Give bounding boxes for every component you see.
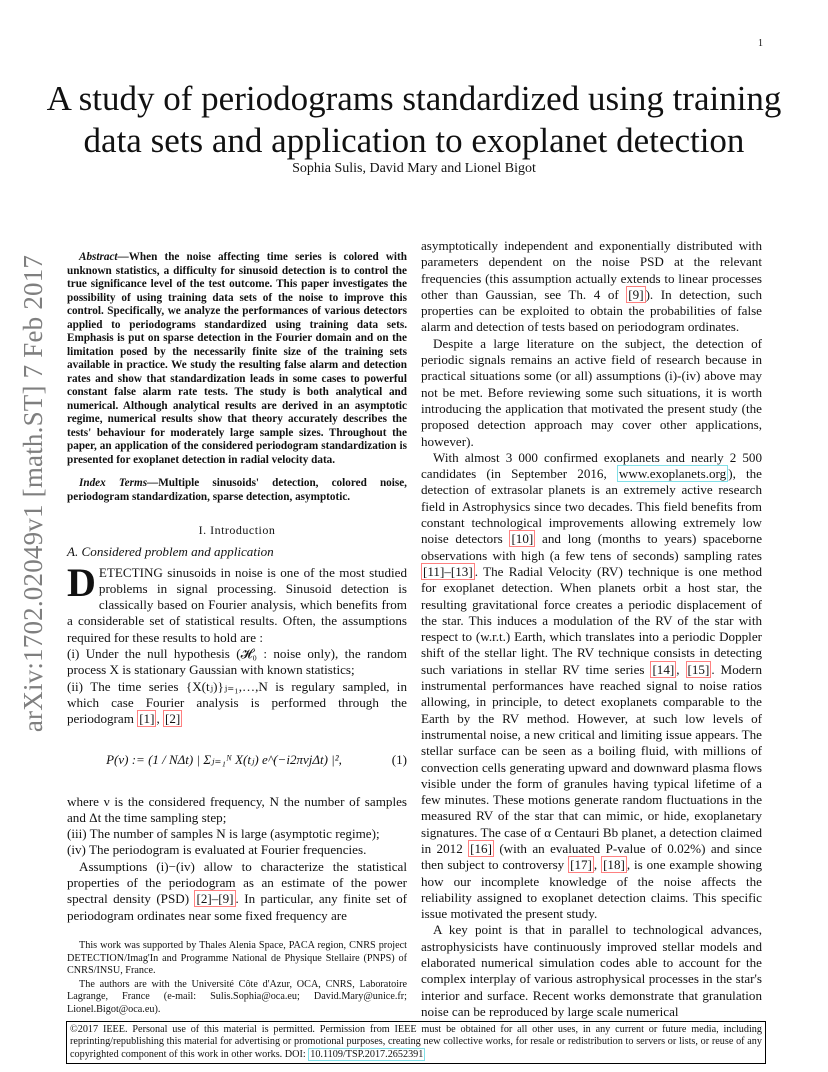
right-paragraph-4: A key point is that in parallel to technological advances, astrophysicists have continuously improved stellar models and elaborated numerical simulation codes able to account for the complex interplay of various astrophysical processes in the star's interior and surface. Recent works demonstrate that granulation noise can be reproduced by large scale numerical (421, 922, 762, 1019)
arxiv-stamp (12, 238, 56, 748)
paper-title: A study of periodograms standardized using training data sets and application to exoplanet detection (46, 79, 782, 160)
assumption-ii-text: (ii) The time series {X(tⱼ)}ⱼ₌₁,…,N is regulary sampled, in which case Fourier analysis is performed through the periodogram (67, 678, 407, 727)
dropcap: D (67, 559, 96, 605)
footnote-affiliation: The authors are with the Université Côte d'Azur, OCA, CNRS, Laboratoire Lagrange, France (e-mail: Sulis.Sophia@oca.eu; David.Mary@unice.fr; Lionel.Bigot@oca.eu). (67, 978, 407, 1015)
abstract-label: Abstract (79, 251, 118, 263)
index-terms-label: Index Terms (79, 477, 148, 489)
assumption-iii: (iii) The number of samples N is large (asymptotic regime); (67, 826, 380, 842)
right-text: (with an evaluated P-value of 0.02%) and since then subject to controversy (421, 840, 762, 873)
right-text: . The Radial Velocity (RV) technique is one method for exoplanet detection. When planets orbit a host star, the resulting gravitational force creates a periodic displacement of the star. This induces a modulation of the RV of the star with respect to (w.r.t.) Earth, which translates into a periodic Doppler shift of the stellar light. The RV technique consists in detecting such variations in stellar RV time series (421, 563, 762, 677)
equation-explanation: where ν is the considered frequency, N the number of samples and Δt the time sampling step; (67, 793, 407, 825)
equation-number: (1) (391, 752, 407, 768)
copyright-notice (66, 1021, 766, 1064)
abstract-text: —When the noise affecting time series is colored with unknown statistics, a difficulty for sinusoid detection is to control the true significance level of the test outcome. This paper investigates the possibility of using training data sets of the noise to improve this control. Specifically, we analyze the performances of various detectors applied to periodograms standardized using training data sets. Emphasis is put on sparse detection in the Fourier domain and on the limitation posed by the necessarily finite size of the training sets available in practice. We study the resulting false alarm and detection rates and show that standardization leads in some cases to powerful constant false alarm rate tests. The study is both analytical and numerical. Although analytical results are derived in an asymptotic regime, numerical results show that theory accurately describes the tests' behaviour for moderately large sample sizes. Throughout the paper, an application of the considered periodogram standardization is presented for exoplanet detection in radial velocity data. (67, 251, 407, 466)
equation-body: P(ν) := (1 / NΔt) | Σⱼ₌₁ᴺ X(tⱼ) e^(−i2πνjΔt) |², (106, 752, 342, 768)
right-paragraph-3: With almost 3 000 confirmed exoplanets and nearly 2 500 candidates (in September 2016, www.exoplanets.org ), the detection of extrasolar planets is an extremely active research field in Astrophysics since two decades. This field benefits from constant technological improvements allowing extremely low noise detectors [10] and long (months to years) spaceborne observations with high (a few tens of seconds) sampling rates [11]–[13] . The Radial Velocity (RV) technique is one method for exoplanet detection. When planets orbit a host star, the resulting gravitational force creates a periodic displacement of the star. This induces a modulation of the RV of the star with respect to (w.r.t.) Earth, which translates into a periodic Doppler shift of the stellar light. The RV technique consists in detecting such variations in stellar RV time series [14] , [15] . Modern instrumental performances have reached signal to noise ratios allowing, in principle, to detect exoplanets comparable to the Earth by the RV method. However, at such low levels of instrumental noise, a new critical and limiting issue appears. The stellar surface can be seen as a boiling fluid, with millions of convection cells generating upward and downward plasma flows visible under the form of granules having typical lifetime of a few minutes. These motions generate random fluctuations in the measured RV of the star that can mimic, or hide, exoplanetary signatures. The case of α Centauri Bb planet, a detection claimed in 2012 [16] (with an evaluated P-value of 0.02%) and since then subject to controversy [17] , [18] , is one example showing how our incomplete knowledge of the noise affects the reliability assigned to exoplanet detection claims. This specific issue motivated the present study. (421, 449, 763, 922)
citation-link[interactable]: [2] (165, 711, 181, 727)
assumption-iv: (iv) The periodogram is evaluated at Fourier frequencies. (67, 842, 367, 858)
citation-link[interactable]: [14] (652, 661, 675, 677)
citation-link[interactable]: [15] (687, 661, 710, 677)
citation-link[interactable]: [18] (603, 857, 625, 873)
arxiv-stamp-text: arXiv:1702.02049v1 [math.ST] 7 Feb 2017 (18, 254, 49, 732)
right-text: asymptotically independent and exponentially distributed with parameters dependent on the noise PSD at the relevant frequencies (this assumption actually extends to linear processes other than Gaussian, see Th. 4 of (421, 238, 762, 302)
intro-paragraph (67, 559, 407, 646)
right-text: With almost 3 000 confirmed exoplanets and nearly 2 500 candidates (in September 2016, (421, 449, 762, 482)
exoplanets-link[interactable]: www.exoplanets.org (618, 466, 727, 482)
assumption-i: (i) Under the null hypothesis (𝓗₀ : noise only), the random process X is stationary Gaussian with known statistics; (67, 646, 407, 678)
section-heading: I. Introduction (198, 523, 276, 537)
footnote-funding: This work was supported by Thales Alenia Space, PACA region, CNRS project DETECTION/Imag'In and Programme National de Physique Stellaire (PNPS) of CNRS/INSU, France. (67, 940, 407, 977)
index-terms-text: —Multiple sinusoids' detection, colored noise, periodogram standardization, sparse detection, asymptotic. (67, 477, 407, 503)
citation-link[interactable]: [16] (470, 840, 492, 856)
citation-link[interactable]: [9] (628, 286, 644, 302)
citation-link[interactable]: [17] (570, 857, 592, 873)
citation-link[interactable]: [11]–[13] (423, 563, 473, 579)
right-paragraph-1 (421, 238, 762, 336)
right-text: and long (months to years) spaceborne observations with high (a few tens of seconds) sampling rates (421, 531, 762, 563)
assumptions-paragraph (67, 859, 407, 924)
right-paragraph-2: Despite a large literature on the subject, the detection of periodic signals remains an active field of research because in practical situations some (or all) assumptions (i)-(iv) above may not be met. Before reviewing some such situations, it is worth introducing the application that motivated the present study (the proposed detection approach may cover other applications, however). (421, 335, 762, 449)
paper-authors: Sophia Sulis, David Mary and Lionel Bigot (292, 161, 536, 176)
copyright-text: ©2017 IEEE. Personal use of this material is permitted. Permission from IEEE must be obtained for all other uses, in any current or future media, including reprinting/republishing this material for advertising or promotional purposes, creating new collective works, for resale or redistribution to servers or lists, or reuse of any copyrighted component of this work in other works. DOI: (70, 1024, 762, 1060)
assumption-ii: (ii) The time series {X(tⱼ)}ⱼ₌₁,…,N is regulary sampled, in which case Fourier analysis is performed through the periodogram [1] , [2] (67, 678, 407, 727)
page-number: 1 (758, 38, 763, 49)
citation-link[interactable]: [10] (511, 531, 534, 547)
footnotes (67, 940, 407, 1018)
right-text: . Modern instrumental performances have reached signal to noise ratios allowing, in principle, to detect exoplanets comparable to the Earth by the RV method. However, at such low levels of instrumental noise, a new critical and limiting issue appears. The stellar surface can be seen as a boiling fluid, with millions of convection cells generating upward and downward plasma flows visible under the form of granules having typical lifetime of a few minutes. These motions generate random fluctuations in the measured RV of the star that can mimic, or hide, exoplanetary signatures. The case of α Centauri Bb planet, a detection claimed in 2012 (421, 661, 763, 856)
right-text: ). In detection, such properties can be exploited to obtain the probabilities of false alarm and detection of tests based on periodogram ordinates. (421, 286, 762, 335)
right-text: ), the detection of extrasolar planets is an extremely active research field in Astrophysics since two decades. This field benefits from constant technological improvements allowing extremely low noise detectors (421, 466, 762, 547)
equation-1 (67, 736, 407, 786)
citation-link[interactable]: [2]–[9] (196, 891, 234, 907)
doi-link[interactable]: 10.1109/TSP.2017.2652391 (310, 1048, 424, 1060)
abstract (67, 251, 407, 467)
left-column (67, 251, 407, 924)
intro-text: ETECTING sinusoids in noise is one of the most studied problems in signal processing. Sinusoid detection is classically based on Fourier analysis, which benefits from a considerable set of statistical results. Often, the assumptions required for these results to hold are : (67, 564, 407, 645)
index-terms (67, 477, 407, 504)
right-column (421, 238, 762, 1020)
right-text: , is one example showing how our incomplete knowledge of the noise affects the reliability assigned to exoplanet detection claims. This specific issue motivated the present study. (421, 857, 762, 922)
assumptions-text-a: Assumptions (i)−(iv) allow to characterize the statistical properties of the periodogram as an estimate of the power spectral density (PSD) (67, 858, 407, 907)
citation-link[interactable]: [1] (139, 711, 155, 727)
subsection-heading: A. Considered problem and application (67, 544, 274, 560)
assumptions-text-b: . In particular, any finite set of periodogram ordinates near some fixed frequency are (67, 891, 407, 923)
